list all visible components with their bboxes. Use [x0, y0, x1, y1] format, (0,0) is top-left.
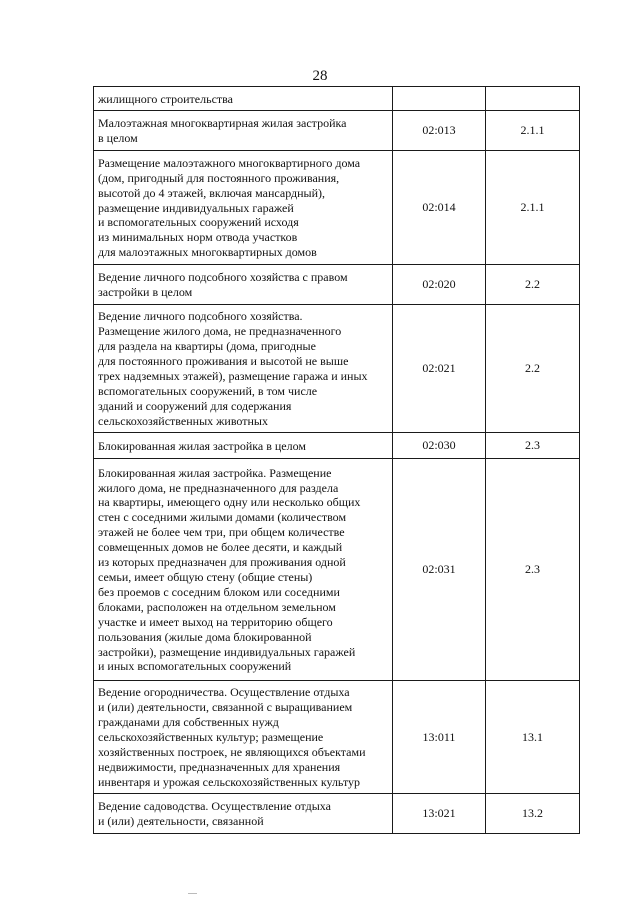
description-cell	[94, 681, 393, 794]
code-cell: 02:014	[393, 151, 486, 265]
table-row	[94, 433, 580, 459]
number-cell: 13.1	[486, 681, 580, 794]
description-line: пользования (жилые дома блокированной	[98, 629, 312, 644]
table-row	[94, 794, 580, 834]
description-line: недвижимости, предназначенных для хранения	[98, 759, 341, 774]
description-line: Блокированная жилая застройка в целом	[98, 438, 306, 453]
description-line: и вспомогательных сооружений исходя	[98, 215, 299, 230]
description-line: и (или) деятельности, связанной	[98, 814, 264, 828]
description-line: совмещенных домов не более десяти, и каждый	[98, 540, 343, 555]
description-line: Блокированная жилая застройка. Размещение	[98, 465, 332, 480]
number-cell: 2.1.1	[486, 111, 580, 151]
number-cell: 2.1.1	[486, 151, 580, 265]
description-line: блоками, расположен на отдельном земельном	[98, 599, 336, 614]
description-cell	[94, 87, 393, 111]
table-row	[94, 87, 580, 111]
description-line: высотой до 4 этажей, включая мансардный),	[98, 185, 326, 200]
description-line: Малоэтажная многоквартирная жилая застройка	[98, 116, 347, 131]
code-cell: 02:020	[393, 265, 486, 305]
description-line: застройки), размещение индивидуальных гаражей	[98, 644, 356, 659]
description-line: и (или) деятельности, связанной с выращиванием	[98, 700, 353, 715]
table-row	[94, 265, 580, 305]
description-line: и иных вспомогательных сооружений	[98, 659, 292, 674]
description-line: для постоянного проживания и высотой не выше	[98, 354, 349, 369]
description-line: (дом, пригодный для постоянного проживания,	[98, 170, 340, 185]
table-row	[94, 111, 580, 151]
code-cell: 13:011	[393, 681, 486, 794]
description-cell	[94, 794, 393, 834]
description-line: сельскохозяйственных культур; размещение	[98, 730, 324, 745]
description-line: в целом	[98, 131, 138, 145]
description-line: для раздела на квартиры (дома, пригодные	[98, 339, 316, 354]
description-line: вспомогательных сооружений, в том числе	[98, 383, 318, 398]
number-cell: 13.2	[486, 794, 580, 834]
code-cell	[393, 87, 486, 111]
description-line: Ведение садоводства. Осуществление отдыха	[98, 799, 331, 814]
land-use-table	[93, 86, 580, 834]
number-cell: 2.3	[486, 459, 580, 681]
code-cell: 02:031	[393, 459, 486, 681]
scan-artifact-mark	[188, 893, 197, 894]
description-cell	[94, 111, 393, 151]
description-line: участке и имеет выход на территорию общего	[98, 614, 333, 629]
description-line: Размещение жилого дома, не предназначенного	[98, 324, 342, 339]
number-cell: 2.2	[486, 305, 580, 433]
description-cell	[94, 265, 393, 305]
description-cell	[94, 305, 393, 433]
table-row	[94, 305, 580, 433]
description-cell	[94, 433, 393, 459]
code-cell: 02:013	[393, 111, 486, 151]
code-cell: 13:021	[393, 794, 486, 834]
code-cell: 02:021	[393, 305, 486, 433]
page-number: 28	[312, 68, 328, 84]
description-line: без проемов с соседним блоком или соседними	[98, 584, 340, 599]
table-row	[94, 681, 580, 794]
description-line: размещение индивидуальных гаражей	[98, 200, 294, 215]
description-line: инвентаря и урожая сельскохозяйственных культур	[98, 774, 361, 789]
description-line: жилого дома, не предназначенного для раздела	[98, 480, 339, 495]
description-line: застройки в целом	[98, 285, 193, 299]
description-line: из которых предназначен для проживания одной	[98, 555, 346, 570]
description-line: трех надземных этажей), размещение гаража и иных	[98, 369, 368, 383]
description-cell	[94, 459, 393, 681]
description-line: зданий и сооружений для содержания	[98, 398, 292, 413]
number-cell	[486, 87, 580, 111]
number-cell: 2.2	[486, 265, 580, 305]
description-line: семьи, имеет общую стену (общие стены)	[98, 570, 313, 584]
table-row	[94, 151, 580, 265]
description-line: стен с соседними жилыми домами (количеством	[98, 510, 347, 525]
description-line: из минимальных норм отвода участков	[98, 230, 298, 245]
description-line: гражданами для собственных нужд	[98, 715, 279, 730]
description-line: для малоэтажных многоквартирных домов	[98, 245, 317, 260]
description-line: на квартиры, имеющего одну или несколько общих	[98, 495, 361, 510]
table-row	[94, 459, 580, 681]
description-cell	[94, 151, 393, 265]
number-cell: 2.3	[486, 433, 580, 459]
description-line: хозяйственных построек, не являющихся объектами	[98, 744, 366, 759]
description-line: жилищного строительства	[98, 91, 233, 106]
description-line: Ведение личного подсобного хозяйства с правом	[98, 270, 348, 285]
description-line: Ведение огородничества. Осуществление отдыха	[98, 685, 350, 700]
description-line: Размещение малоэтажного многоквартирного дома	[98, 155, 361, 170]
description-line: Ведение личного подсобного хозяйства.	[98, 309, 303, 324]
description-line: этажей не более чем три, при общем количестве	[98, 525, 345, 540]
description-line: сельскохозяйственных животных	[98, 413, 268, 428]
code-cell: 02:030	[393, 433, 486, 459]
